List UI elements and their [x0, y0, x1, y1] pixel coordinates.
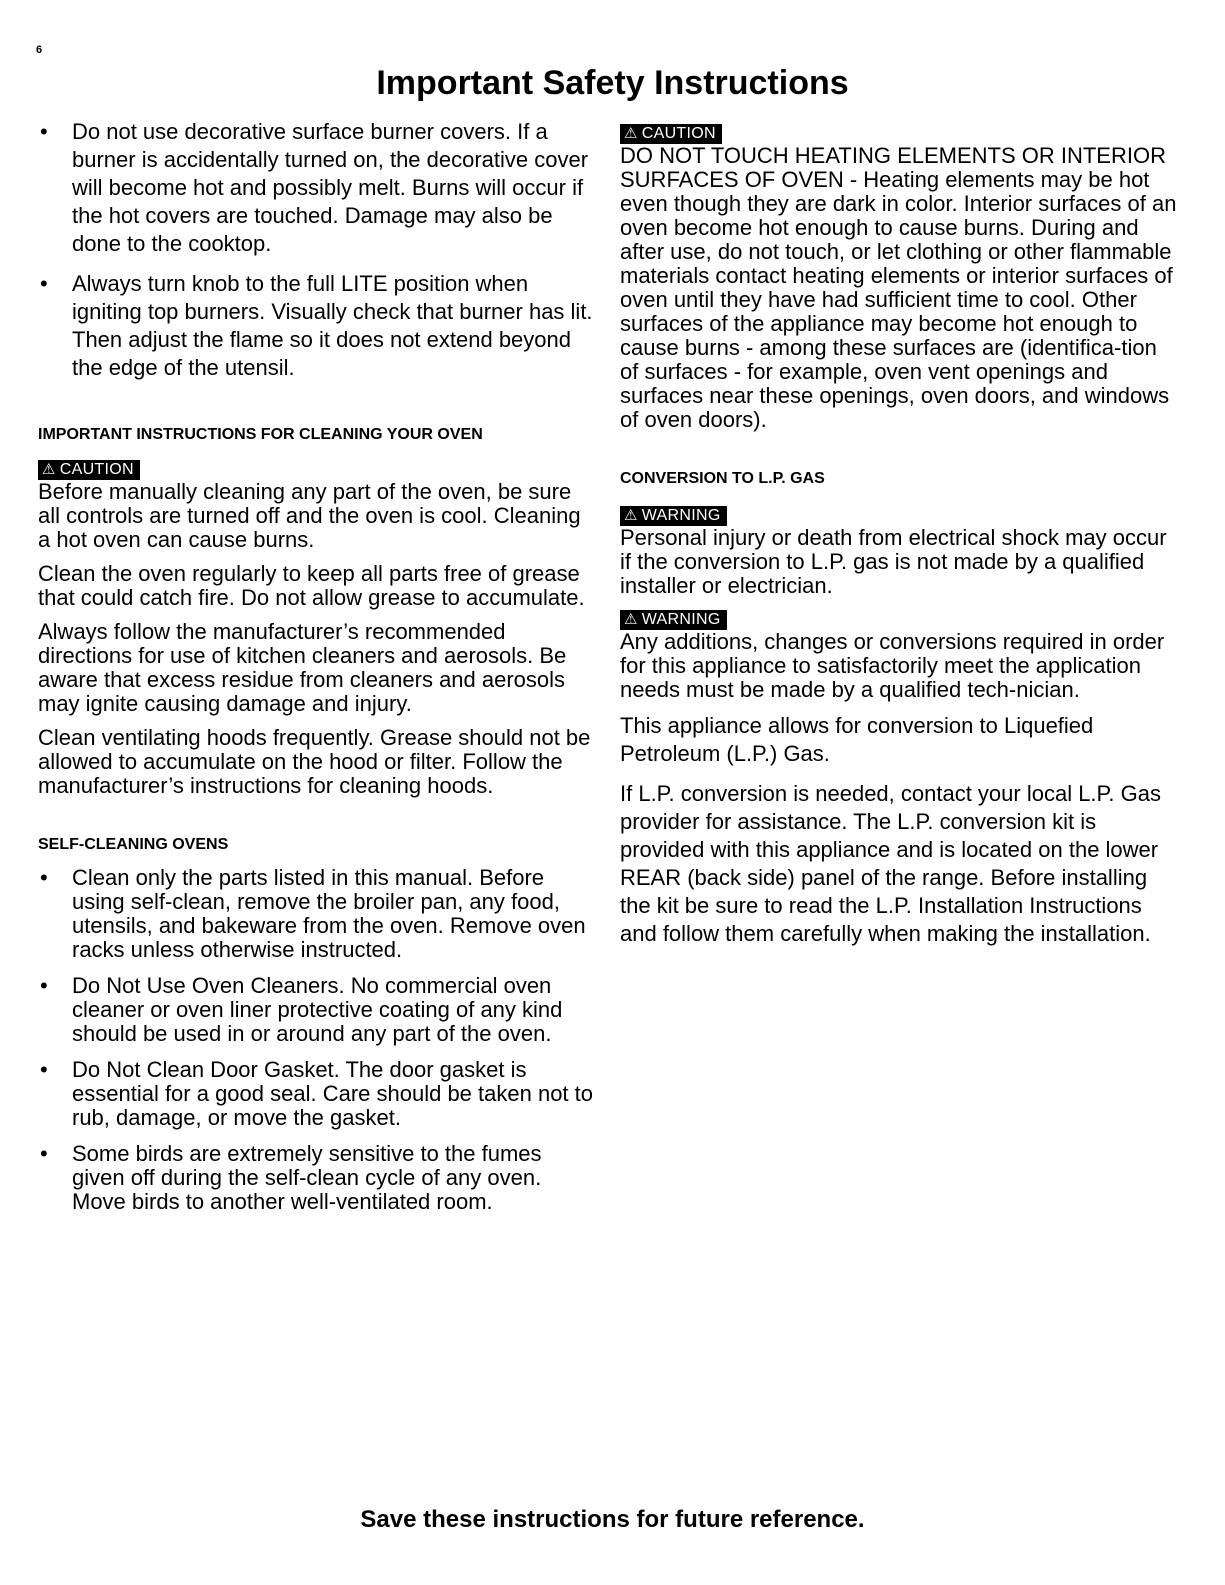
conversion-section-heading: CONVERSION TO L.P. GAS	[620, 470, 825, 487]
burner-bullet-list	[38, 118, 598, 382]
conversion-paragraph: This appliance allows for conversion to Liquefied Petroleum (L.P.) Gas.	[620, 713, 1094, 766]
list-item: • Always turn knob to the full LITE position when igniting top burners. Visually check that burner has lit. Then adjust the flame so it does not extend beyond the edge of the utensil.	[38, 270, 598, 382]
self-clean-bullet-list	[38, 866, 598, 1214]
list-item: • Do Not Use Oven Cleaners. No commercial oven cleaner or oven liner protective coating of any kind should be used in or around any part of the oven.	[38, 974, 598, 1046]
warning-triangle-icon: ⚠	[624, 611, 638, 628]
caution-label: CAUTION	[641, 125, 716, 142]
caution-text: DO NOT TOUCH HEATING ELEMENTS OR INTERIOR SURFACES OF OVEN - Heating elements may be hot even though they are dark in color. Interior surfaces of an oven become hot enough to cause burns. During and after use, do not touch, or let clothing or other flammable materials contact heating elements or interior surfaces of oven until they have had sufficient time to cool. Other surfaces of the appliance may become hot enough to cause burns - among these surfaces are (identifica-tion of surfaces - for example, oven vent openings and surfaces near these openings, oven doors, and windows of oven doors).	[620, 143, 1177, 432]
caution-badge	[38, 460, 598, 480]
cleaning-paragraph: Before manually cleaning any part of the oven, be sure all controls are turned off and the oven is cool. Cleaning a hot oven can cause burns.	[38, 479, 581, 552]
cleaning-section-heading: IMPORTANT INSTRUCTIONS FOR CLEANING YOUR OVEN	[38, 426, 483, 443]
warning-triangle-icon: ⚠	[624, 125, 638, 142]
warning-triangle-icon: ⚠	[42, 461, 56, 478]
page-title: Important Safety Instructions	[376, 64, 849, 102]
list-item: • Clean only the parts listed in this manual. Before using self-clean, remove the broiler pan, any food, utensils, and bakeware from the oven. Remove oven racks unless otherwise instructed.	[38, 866, 598, 962]
warning-label: WARNING	[641, 611, 721, 628]
cleaning-paragraph: Clean the oven regularly to keep all parts free of grease that could catch fire. Do not allow grease to accumulate.	[38, 561, 585, 610]
list-item: • Do not use decorative surface burner covers. If a burner is accidentally turned on, the decorative cover will become hot and possibly melt. Burns will occur if the hot covers are touched. Damage may also be done to the cooktop.	[38, 118, 598, 258]
warning-text: Personal injury or death from electrical shock may occur if the conversion to L.P. gas is not made by a qualified installer or electrician.	[620, 525, 1167, 598]
conversion-paragraph: If L.P. conversion is needed, contact your local L.P. Gas provider for assistance. The L.P. conversion kit is provided with this appliance and is located on the lower REAR (back side) panel of the range. Before installing the kit be sure to read the L.P. Installation Instructions and follow them carefully when making the installation.	[620, 781, 1161, 946]
self-clean-section-heading: SELF-CLEANING OVENS	[38, 836, 229, 853]
list-item: • Do Not Clean Door Gasket. The door gasket is essential for a good seal. Care should be taken not to rub, damage, or move the gasket.	[38, 1058, 598, 1130]
warning-text: Any additions, changes or conversions required in order for this appliance to satisfactorily meet the application needs must be made by a qualified tech-nician.	[620, 629, 1165, 702]
cleaning-paragraph: Always follow the manufacturer’s recommended directions for use of kitchen cleaners and aerosols. Be aware that excess residue from cleaners and aerosols may ignite causing damage and injury.	[38, 619, 567, 716]
caution-label: CAUTION	[59, 461, 134, 478]
list-item: • Some birds are extremely sensitive to the fumes given off during the self-clean cycle of any oven. Move birds to another well-ventilated room.	[38, 1142, 598, 1214]
warning-badge	[620, 610, 1180, 630]
left-column	[38, 118, 598, 1226]
caution-badge	[620, 124, 1180, 144]
right-column	[620, 118, 1180, 948]
footer-note: Save these instructions for future reference.	[360, 1506, 865, 1533]
warning-triangle-icon: ⚠	[624, 507, 638, 524]
page-number: 6	[36, 44, 43, 56]
cleaning-paragraph: Clean ventilating hoods frequently. Grease should not be allowed to accumulate on the hood or filter. Follow the manufacturer’s instructions for cleaning hoods.	[38, 725, 591, 798]
warning-badge	[620, 506, 1180, 526]
warning-label: WARNING	[641, 507, 721, 524]
